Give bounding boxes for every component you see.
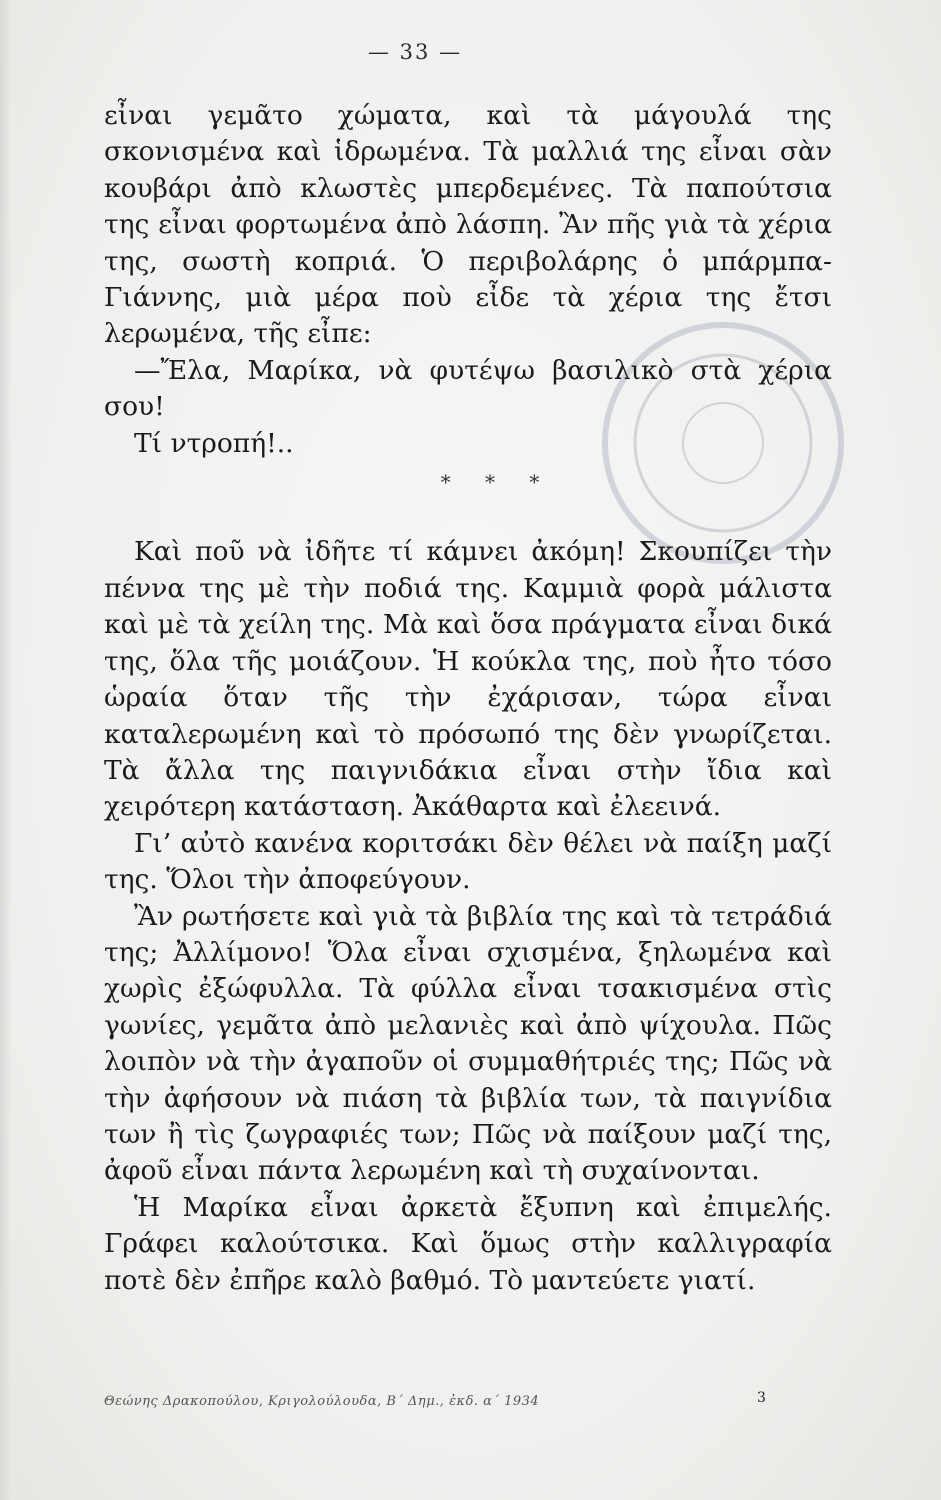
paragraph: Ἂν ρωτήσετε καὶ γιὰ τὰ βιβλία της καὶ τὰ τετράδιά της; Ἀλλίμονο! Ὅλα εἶναι σχισμένα, ξηλωμένα καὶ χωρὶς ἐξώφυλλα. Τὰ φύλλα εἶναι τσακισμένα στὶς γωνίες, γεμᾶτα ἀπὸ μελανιὲς καὶ ἀπὸ ψίχουλα. Πῶς λοιπὸν νὰ τὴν ἀγαποῦν οἱ συμμαθήτριές της; Πῶς νὰ τὴν ἀφήσουν νὰ πιάση τὰ βιβλία των, τὰ παιγνίδια των ἢ τὶς ζωγραφιές των; Πῶς νὰ παίξουν μαζί της, ἀφοῦ εἶναι πάντα λερωμένη καὶ τὴ συχαίνονται. xyxy=(104,900,832,1187)
paragraph: —Ἔλα, Μαρίκα, νὰ φυτέψω βασιλικὸ στὰ χέρια σου! xyxy=(104,354,832,423)
page-number: — 33 — xyxy=(367,40,463,64)
paragraph: Γι’ αὐτὸ κανένα κοριτσάκι δὲν θέλει νὰ παίξη μαζί της. Ὅλοι τὴν ἀποφεύγουν. xyxy=(104,827,832,896)
page-edge-shadow xyxy=(0,0,12,1500)
paragraph: Τί ντροπή!.. xyxy=(134,427,294,459)
body-text xyxy=(104,98,832,1299)
paragraph: Ἡ Μαρίκα εἶναι ἀρκετὰ ἔξυπνη καὶ ἐπιμελής. Γράφει καλούτσικα. Καὶ ὅμως στὴν καλλιγραφία ποτὲ δὲν ἐπῆρε καλὸ βαθμό. Τὸ μαντεύετε γιατί. xyxy=(104,1191,832,1296)
section-separator: * * * xyxy=(440,470,554,495)
page-footer: Θεώνης Δρακοπούλου, Κριγολούλουδα, Β΄ Δημ., ἐκδ. α΄ 1934 xyxy=(104,1394,540,1409)
paragraph: Καὶ ποῦ νὰ ἰδῆτε τί κάμνει ἀκόμη! Σκουπίζει τὴν πέννα της μὲ τὴν ποδιά της. Καμμιὰ φορὰ μάλιστα καὶ μὲ τὰ χείλη της. Μὰ καὶ ὅσα πράγματα εἶναι δικά της, ὅλα τῆς μοιάζουν. Ἡ κούκλα της, ποὺ ἦτο τόσο ὡραία ὅταν τῆς τὴν ἐχάρισαν, τώρα εἶναι καταλερωμένη καὶ τὸ πρόσωπό της δὲν γνωρίζεται. Τὰ ἄλλα της παιγνιδάκια εἶναι στὴν ἴδια καὶ χειρότερη κατάσταση. Ἀκάθαρτα καὶ ἐλεεινά. xyxy=(104,536,832,823)
paragraph: εἶναι γεμᾶτο χώματα, καὶ τὰ μάγουλά της σκονισμένα καὶ ἱδρωμένα. Τὰ μαλλιά της εἶναι σὰν κουβάρι ἀπὸ κλωστὲς μπερδεμένες. Τὰ παπούτσια της εἶναι φορτωμένα ἀπὸ λάσπη. Ἂν πῆς γιὰ τὰ χέρια της, σωστὴ κοπριά. Ὁ περιβολάρης ὁ μπάρμπα-Γιάννης, μιὰ μέρα ποὺ εἶδε τὰ χέρια της ἔτσι λερωμένα, τῆς εἶπε: xyxy=(104,100,832,350)
signature-mark: 3 xyxy=(757,1390,766,1406)
